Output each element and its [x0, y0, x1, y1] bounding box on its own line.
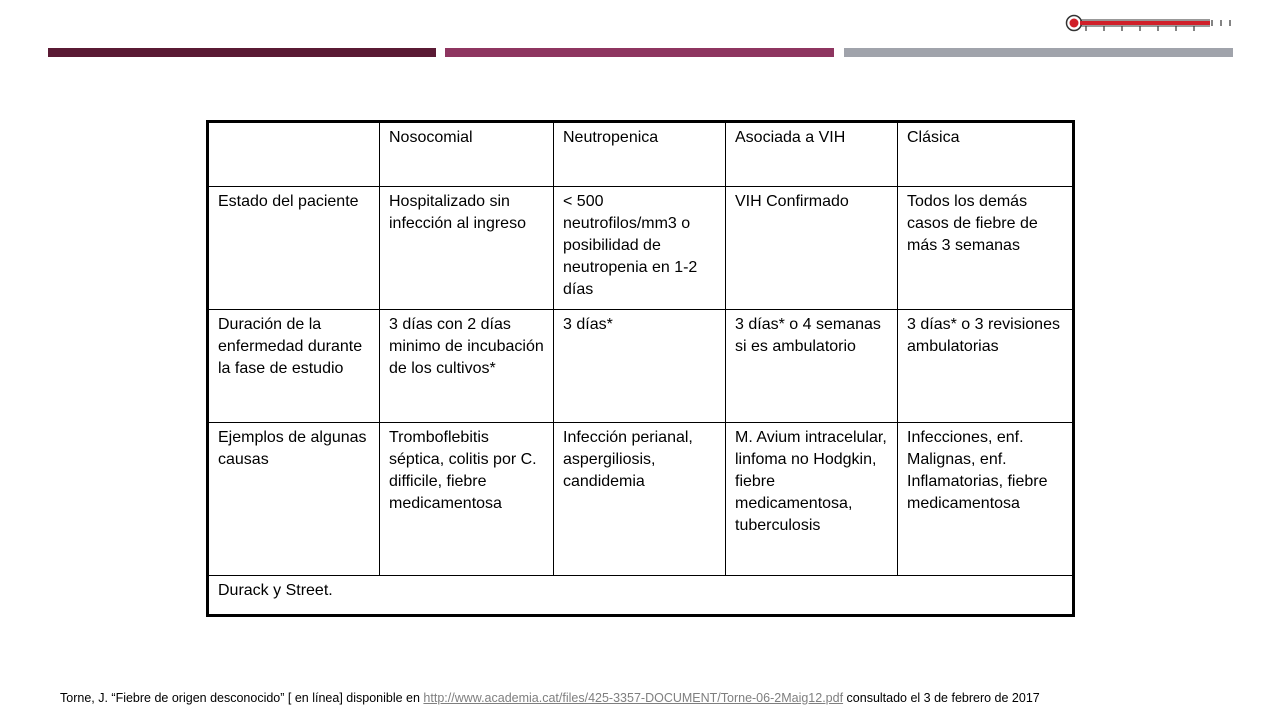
- table-source-row: [208, 576, 1074, 616]
- table-row: [208, 187, 1074, 310]
- table-cell: M. Avium intracelular, linfoma no Hodgkin, fiebre medicamentosa, tuberculosis: [726, 423, 898, 576]
- row-label: Duración de la enfermedad durante la fase de estudio: [208, 310, 380, 423]
- table-cell: Infección perianal, aspergiliosis, candidemia: [554, 423, 726, 576]
- table-cell: 3 días con 2 días minimo de incubación de los cultivos*: [380, 310, 554, 423]
- header-stripe-dark: [48, 48, 436, 57]
- header-cell-nosocomial: Nosocomial: [380, 122, 554, 187]
- row-label: Ejemplos de algunas causas: [208, 423, 380, 576]
- table-cell: < 500 neutrofilos/mm3 o posibilidad de neutropenia en 1-2 días: [554, 187, 726, 310]
- header-cell-vih: Asociada a VIH: [726, 122, 898, 187]
- header-stripe-light: [844, 48, 1233, 57]
- header-cell-clasica: Clásica: [898, 122, 1074, 187]
- table-cell: 3 días*: [554, 310, 726, 423]
- row-label: Estado del paciente: [208, 187, 380, 310]
- header-stripe-mid: [445, 48, 834, 57]
- header-cell-empty: [208, 122, 380, 187]
- table-cell: Hospitalizado sin infección al ingreso: [380, 187, 554, 310]
- citation-suffix: consultado el 3 de febrero de 2017: [843, 691, 1040, 705]
- table-cell: VIH Confirmado: [726, 187, 898, 310]
- table-cell: Todos los demás casos de fiebre de más 3 semanas: [898, 187, 1074, 310]
- table-source: Durack y Street.: [208, 576, 1074, 616]
- table-header-row: [208, 122, 1074, 187]
- citation-link[interactable]: http://www.academia.cat/files/425-3357-DOCUMENT/Torne-06-2Maig12.pdf: [423, 691, 844, 705]
- table-cell: Tromboflebitis séptica, colitis por C. difficile, fiebre medicamentosa: [380, 423, 554, 576]
- table-cell: Infecciones, enf. Malignas, enf. Inflamatorias, fiebre medicamentosa: [898, 423, 1074, 576]
- thermometer-logo-icon: [1064, 10, 1234, 36]
- fever-classification-table: [206, 120, 1075, 617]
- table-cell: 3 días* o 3 revisiones ambulatorias: [898, 310, 1074, 423]
- header-cell-neutropenica: Neutropenica: [554, 122, 726, 187]
- table-cell: 3 días* o 4 semanas si es ambulatorio: [726, 310, 898, 423]
- citation-prefix: Torne, J. “Fiebre de origen desconocido” [ en línea] disponible en: [60, 691, 424, 705]
- citation: [60, 691, 1040, 705]
- table-row: [208, 310, 1074, 423]
- table-row: [208, 423, 1074, 576]
